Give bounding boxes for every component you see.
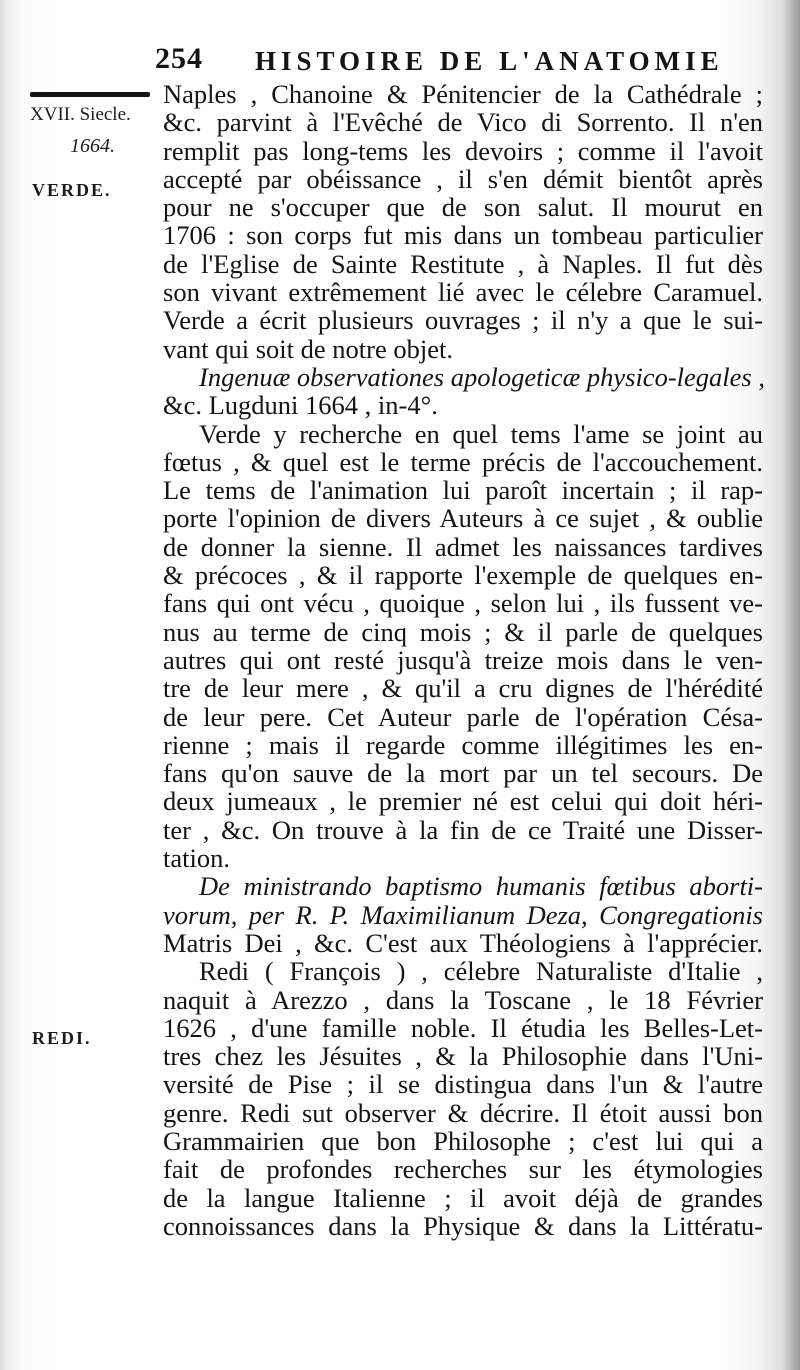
margin-note-century: XVII. Siecle.	[30, 104, 131, 125]
text-line: pour ne s'occuper que de son salut. Il mourut en	[163, 192, 763, 223]
margin-note-verde: VERDE.	[32, 180, 112, 200]
text-line: Redi ( François ) , célebre Naturaliste d'Italie ,	[199, 956, 763, 987]
body-text	[163, 80, 763, 1240]
text-line: Matris Dei , &c. C'est aux Théologiens à l'apprécier.	[163, 927, 763, 958]
book-title-line: vorum, per R. P. Maximilianum Deza, Congregationis	[163, 899, 763, 930]
text-line: fait de profondes recherches sur les étymologies	[163, 1154, 763, 1185]
text-line: de leur pere. Cet Auteur parle de l'opération Césa-	[163, 701, 763, 732]
margin-note-redi: REDI.	[32, 1028, 92, 1048]
text-line: versité de Pise ; il se distingua dans l'un & l'autre	[163, 1069, 763, 1100]
text-line: vant qui soit de notre objet.	[163, 333, 453, 364]
text-line: Le tems de l'animation lui paroît incertain ; il rap-	[163, 475, 763, 506]
text-line: rienne ; mais il regarde comme illégitimes les en-	[163, 729, 763, 760]
text-line: genre. Redi sut observer & décrire. Il étoit aussi bon	[163, 1097, 763, 1128]
text-line: son vivant extrêmement lié avec le célebre Caramuel.	[163, 277, 763, 308]
running-title: HISTOIRE DE L'ANATOMIE	[255, 46, 724, 76]
text-line: Naples , Chanoine & Pénitencier de la Cathédrale ;	[163, 79, 763, 109]
text-line: &c. parvint à l'Evêché de Vico di Sorrento. Il n'en	[163, 107, 763, 138]
text-line: nus au terme de cinq mois ; & il parle de quelques	[163, 616, 763, 647]
text-line: tres chez les Jésuites , & la Philosophie dans l'Uni-	[163, 1041, 763, 1072]
text-line: naquit à Arezzo , dans la Toscane , le 18 Février	[163, 984, 763, 1015]
text-line: Grammairien que bon Philosophe ; c'est lui qui a	[163, 1125, 763, 1156]
text-line: deux jumeaux , le premier né est celui qui doit héri-	[163, 786, 763, 817]
text-line: fans qu'on sauve de la mort par un tel secours. De	[163, 758, 763, 789]
text-line: ter , &c. On trouve à la fin de ce Traité une Disser-	[163, 814, 763, 845]
book-title-line: De ministrando baptismo humanis fœtibus aborti-	[199, 871, 763, 902]
page-number: 254	[155, 42, 203, 75]
text-line: autres qui ont resté jusqu'à treize mois dans le ven-	[163, 644, 763, 675]
text-line: remplit pas long-tems les devoirs ; comme il l'avoit	[163, 135, 763, 166]
text-line: Verde a écrit plusieurs ouvrages ; il n'y a que le sui-	[163, 305, 763, 336]
margin-note-year: 1664.	[70, 135, 115, 157]
text-line: 1706 : son corps fut mis dans un tombeau particulier	[163, 220, 763, 251]
margin-rule	[30, 92, 150, 97]
text-line: tation.	[163, 843, 230, 874]
book-title-line: Ingenuæ observationes apologeticæ physico-legales ,	[199, 361, 765, 392]
text-line: de l'Eglise de Sainte Restitute , à Naples. Il fut dès	[163, 248, 763, 279]
page-header	[155, 42, 755, 82]
text-line: tre de leur mere , & qu'il a cru dignes de l'hérédité	[163, 673, 763, 704]
text-line: connoissances dans la Physique & dans la Littératu-	[163, 1210, 763, 1241]
page-edge-shadow	[782, 0, 800, 1370]
text-line: 1626 , d'une famille noble. Il étudia les Belles-Let-	[163, 1012, 763, 1043]
text-line: porte l'opinion de divers Auteurs à ce sujet , & oublie	[163, 503, 763, 534]
text-line: fœtus , & quel est le terme précis de l'accouchement.	[163, 446, 763, 477]
text-line: fans qui ont vécu , quoique , selon lui , ils fussent ve-	[163, 588, 763, 619]
text-line: Verde y recherche en quel tems l'ame se joint au	[199, 418, 763, 449]
text-line: de donner la sienne. Il admet les naissances tardives	[163, 531, 763, 562]
text-line: & précoces , & il rapporte l'exemple de quelques en-	[163, 560, 763, 591]
text-line: accepté par obéissance , il s'en démit bientôt après	[163, 163, 763, 194]
text-line: de la langue Italienne ; il avoit déjà de grandes	[163, 1182, 763, 1213]
text-line: &c. Lugduni 1664 , in-4°.	[163, 390, 438, 421]
